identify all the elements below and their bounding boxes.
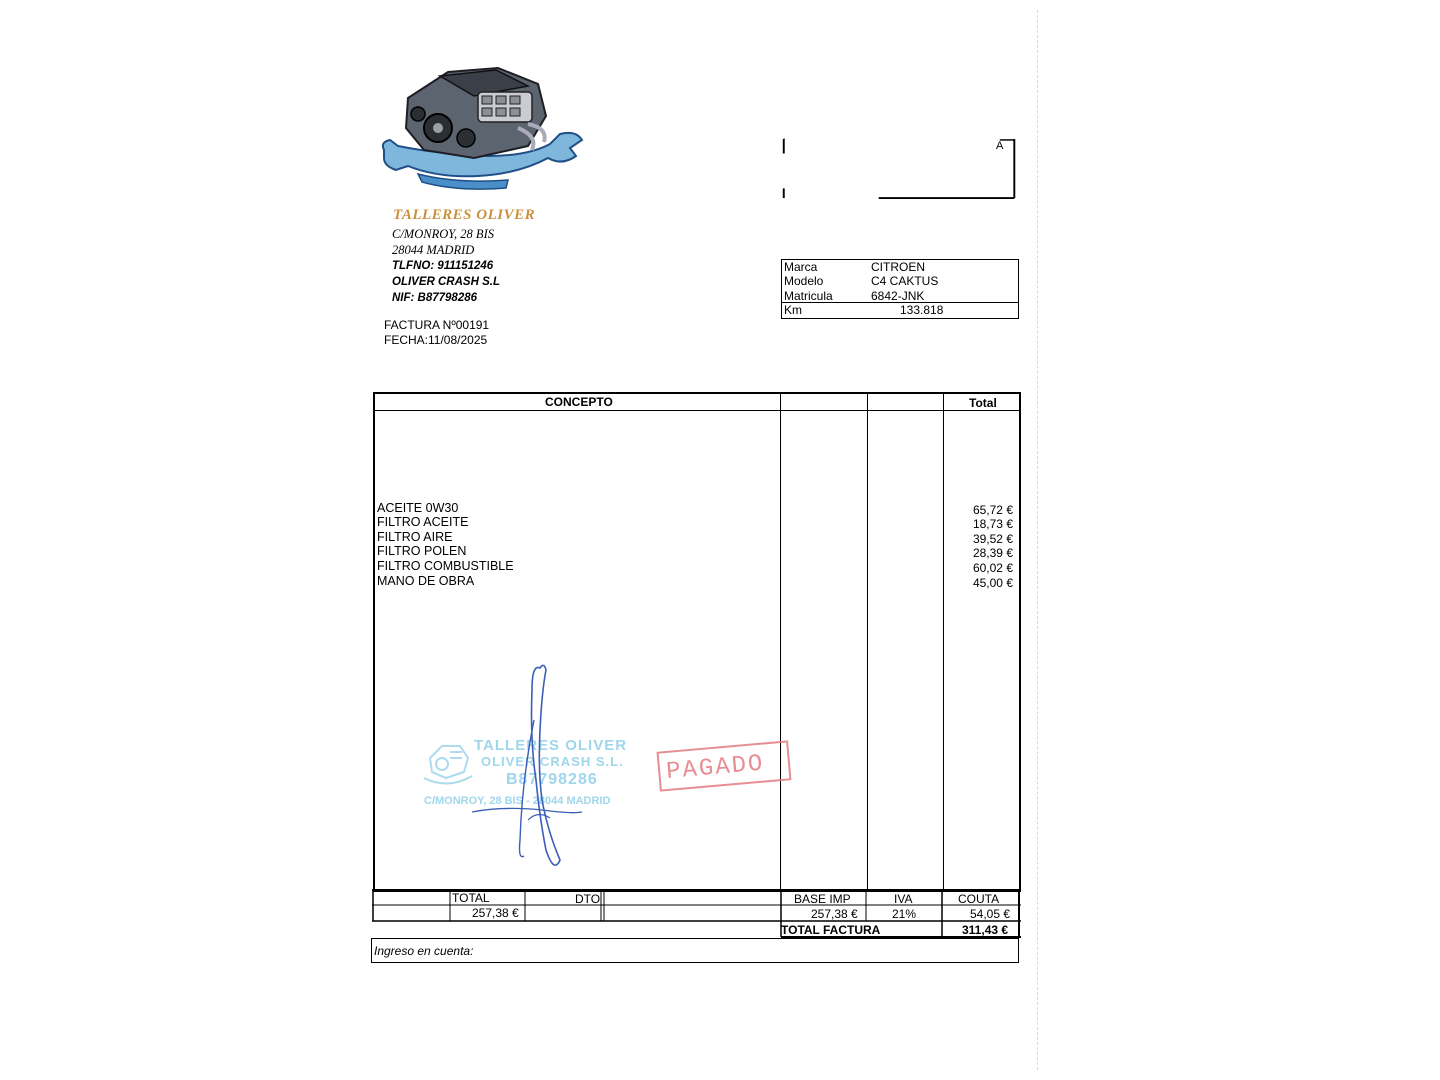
- total-value: 257,38 €: [472, 906, 519, 920]
- vehicle-value: 6842-JNK: [871, 289, 925, 303]
- line-item-total: 65,72 €: [972, 503, 1013, 517]
- tax-base-value: 257,38 €: [811, 907, 858, 921]
- tax-base-label: BASE IMP: [794, 892, 851, 906]
- vehicle-value: 133.818: [900, 303, 944, 317]
- invoice-total-value: 311,43 €: [962, 923, 1009, 937]
- payment-label: Ingreso en cuenta:: [374, 944, 474, 958]
- vehicle-label: Km: [784, 303, 802, 317]
- line-item-total: 28,39 €: [972, 546, 1013, 560]
- line-item-concept: FILTRO POLEN: [377, 544, 467, 558]
- company-name: TALLERES OLIVER: [393, 207, 536, 223]
- line-item-total: 39,52 €: [972, 532, 1013, 546]
- column-divider: [943, 394, 944, 890]
- payment-row: [371, 938, 1019, 963]
- company-address-line2: 28044 MADRID: [392, 243, 475, 257]
- paid-stamp-text: PAGADO: [665, 750, 766, 786]
- line-item-total: 60,02 €: [972, 561, 1013, 575]
- line-item-concept: MANO DE OBRA: [377, 574, 475, 588]
- invoice-date: FECHA:11/08/2025: [384, 333, 488, 347]
- stamp-legal-name: OLIVER CRASH S.L.: [481, 754, 624, 769]
- company-legal-name: OLIVER CRASH S.L: [392, 276, 500, 288]
- column-divider: [780, 394, 781, 890]
- line-item-concept: FILTRO COMBUSTIBLE: [377, 559, 514, 573]
- company-address-line1: C/MONROY, 28 BIS: [392, 227, 494, 241]
- vehicle-label: Modelo: [784, 274, 824, 288]
- vat-rate: 21%: [892, 907, 917, 921]
- client-address-box: [780, 138, 1020, 200]
- column-divider: [867, 394, 868, 890]
- vehicle-label: Matricula: [784, 289, 833, 303]
- vehicle-label: Marca: [784, 260, 818, 274]
- total-label: TOTAL: [452, 891, 490, 905]
- header-total: Total: [969, 396, 997, 410]
- vehicle-value: CITROEN: [871, 260, 925, 274]
- header-concept: CONCEPTO: [545, 395, 613, 409]
- stamp-company-name: TALLERES OLIVER: [474, 737, 628, 754]
- company-nif: NIF: B87798286: [392, 292, 478, 304]
- vehicle-value: C4 CAKTUS: [871, 274, 939, 288]
- line-item-concept: ACEITE 0W30: [377, 501, 459, 515]
- company-phone: TLFNO: 911151246: [392, 260, 494, 272]
- vehicle-info-box: [781, 259, 1019, 319]
- scan-edge: [1037, 10, 1039, 1070]
- line-item-total: 18,73 €: [972, 517, 1013, 531]
- line-item-total: 45,00 €: [972, 576, 1013, 590]
- vat-label: IVA: [894, 892, 913, 906]
- header-divider: [375, 410, 1019, 411]
- signature: [462, 660, 602, 875]
- line-item-concept: FILTRO ACEITE: [377, 515, 469, 529]
- line-item-concept: FILTRO AIRE: [377, 530, 453, 544]
- engine-wrench-logo: [378, 58, 588, 194]
- client-box-corner-mark: A: [996, 140, 1004, 152]
- invoice-number: FACTURA Nº00191: [384, 318, 490, 332]
- vat-amount-value: 54,05 €: [970, 907, 1011, 921]
- vehicle-divider: [782, 302, 1018, 303]
- discount-label: DTO: [575, 892, 601, 906]
- vat-amount-label: COUTA: [958, 892, 1000, 906]
- stamp-address: C/MONROY, 28 BIS - 28044 MADRID: [424, 795, 611, 807]
- stamp-nif: B87798286: [506, 771, 598, 788]
- invoice-total-label: TOTAL FACTURA: [781, 923, 881, 937]
